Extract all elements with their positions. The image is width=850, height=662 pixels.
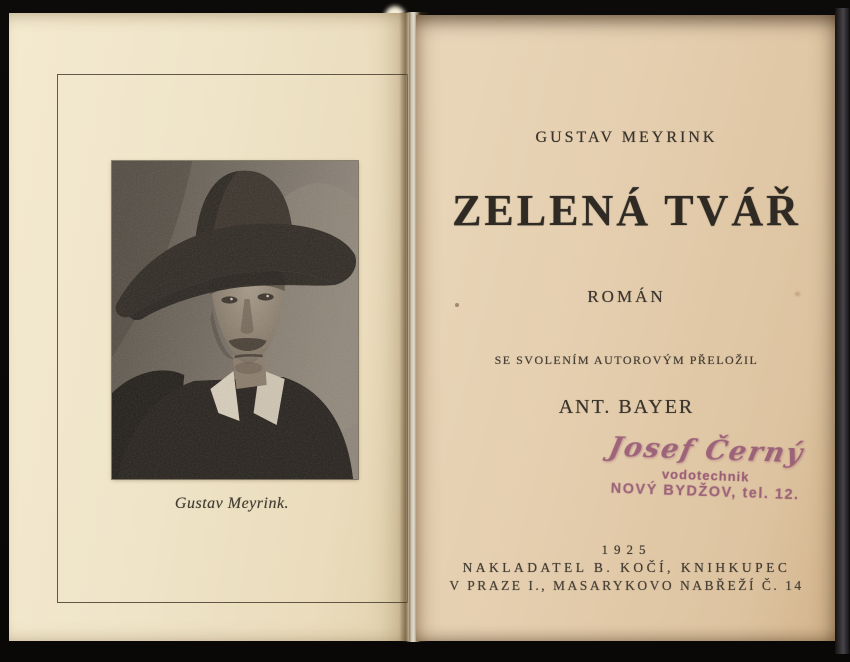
page-stain [795,292,800,296]
translation-note: SE SVOLENÍM AUTOROVÝM PŘELOŽIL [494,353,759,367]
stamp-owner-address: NOVÝ BYDŽOV, tel. 12. [610,480,800,504]
publisher-line-1: NAKLADATEL B. KOČÍ, KNIHKUPEC [462,560,791,575]
photo-grain [112,161,358,479]
publication-year: 1925 [601,542,652,557]
author-name: GUSTAV MEYRINK [535,129,718,146]
ownership-stamp [575,430,837,504]
genre-label: ROMÁN [587,287,666,306]
portrait-photo [112,161,358,479]
stamp-owner-role: vodotechnik [661,466,750,485]
translator-name: ANT. BAYER [558,396,695,418]
publisher-line-2: V PRAZE I., MASARYKOVO NABŘEŽÍ Č. 14 [449,578,804,593]
stamp-owner-name: Josef Černý [606,431,807,470]
page-stain [455,303,459,307]
book-title: ZELENÁ TVÁŘ [452,186,801,235]
portrait-caption: Gustav Meyrink. [174,495,290,512]
book-cover-edge [835,8,850,654]
frontispiece-page [9,13,409,641]
title-page [416,15,837,641]
